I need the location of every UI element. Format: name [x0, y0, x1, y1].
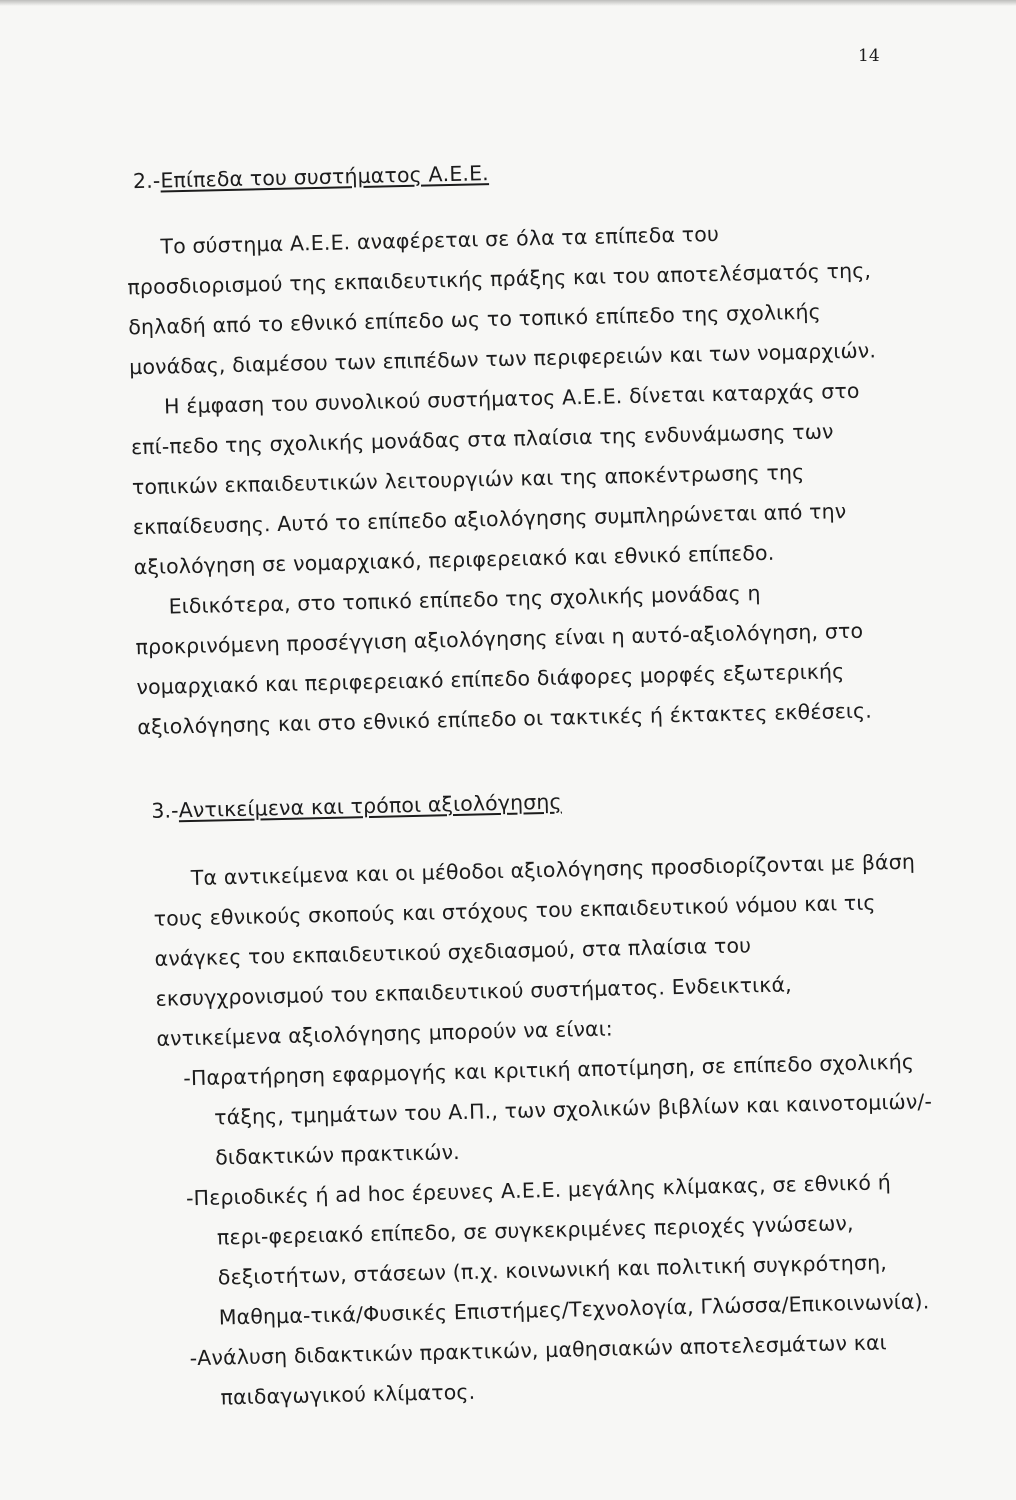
paragraph-line: δηλαδή από το εθνικό επίπεδο ως το τοπικό επίπεδο της σχολικής — [128, 299, 822, 340]
paragraph-line: τους εθνικούς σκοπούς και στόχους του εκπαιδευτικού νόμου και τις — [153, 890, 876, 931]
paragraph-line: ανάγκες του εκπαιδευτικού σχεδιασμού, στα πλαίσια του — [154, 933, 752, 971]
list-item-line: Μαθημα-τικά/Φυσικές Επιστήμες/Τεχνολογία, Γλώσσα/Επικοινωνία). — [218, 1289, 930, 1330]
paragraph-line: εκπαίδευσης. Αυτό το επίπεδο αξιολόγησης συμπληρώνεται από την — [132, 499, 847, 540]
list-item-line: παιδαγωγικού κλίματος. — [220, 1379, 476, 1410]
section-3-heading — [151, 789, 562, 824]
paragraph-line: τοπικών εκπαιδευτικών λειτουργιών και της αποκέντρωσης της — [131, 460, 805, 500]
list-item-line: -Περιοδικές ή ad hoc έρευνες Α.Ε.Ε. μεγάλης κλίμακας, σε εθνικό ή — [185, 1170, 892, 1211]
paragraph-line: επί-πεδο της σχολικής μονάδας στα πλαίσια της ενδυνάμωσης των — [130, 419, 834, 460]
list-item-line: δεξιοτήτων, στάσεων (π.χ. κοινωνική και πολιτική συγκρότηση, — [217, 1250, 888, 1290]
paragraph-line: Το σύστημα Α.Ε.Ε. αναφέρεται σε όλα τα επίπεδα του — [160, 221, 720, 259]
paragraph-line: εκσυγχρονισμού του εκπαιδευτικού συστήματος. Ενδεικτικά, — [155, 972, 793, 1011]
paragraph-line: νομαρχιακό και περιφερειακό επίπεδο διάφορες μορφές εξωτερικής — [136, 659, 845, 700]
paragraph-line: προκρινόμενη προσέγγιση αξιολόγησης είναι η αυτό-αξιολόγηση, στο — [135, 618, 864, 660]
list-item-line: τάξης, τμημάτων του Α.Π., των σχολικών βιβλίων και καινοτομιών/- — [213, 1089, 933, 1130]
section-3-number: 3.- — [151, 798, 179, 823]
list-item-line: -Παρατήρηση εφαρμογής και κριτική αποτίμηση, σε επίπεδο σχολικής — [183, 1049, 915, 1091]
paragraph-line: Ειδικότερα, στο τοπικό επίπεδο της σχολικής μονάδας η — [168, 581, 761, 619]
paragraph-line: Η έμφαση του συνολικού συστήματος Α.Ε.Ε. δίνεται καταρχάς στο — [163, 378, 860, 419]
section-2-title: Επίπεδα του συστήματος Α.Ε.Ε. — [160, 161, 490, 193]
list-item-line: διδακτικών πρακτικών. — [214, 1140, 461, 1170]
page-number: 14 — [858, 46, 880, 66]
list-item-line: -Ανάλυση διδακτικών πρακτικών, μαθησιακών αποτελεσμάτων και — [189, 1330, 887, 1371]
paragraph-line: αντικείμενα αξιολόγησης μπορούν να είναι: — [156, 1016, 614, 1051]
section-2-number: 2.- — [132, 168, 161, 194]
list-item-line: περι-φερειακό επίπεδο, σε συγκεκριμένες περιοχές γνώσεων, — [216, 1211, 854, 1250]
paragraph-line: αξιολόγηση σε νομαρχιακό, περιφερειακό και εθνικό επίπεδο. — [133, 540, 775, 580]
section-3-title: Αντικείμενα και τρόποι αξιολόγησης — [178, 789, 562, 823]
paragraph-line: μονάδας, διαμέσου των επιπέδων των περιφερειών και των νομαρχιών. — [128, 338, 877, 380]
section-2-heading — [133, 160, 489, 194]
paragraph-line: Τα αντικείμενα και οι μέθοδοι αξιολόγησης προσδιορίζονται με βάση — [190, 849, 916, 891]
paragraph-line: προσδιορισμού της εκπαιδευτικής πράξης και του αποτελέσματός της, — [127, 258, 872, 300]
paragraph-line: αξιολόγησης και στο εθνικό επίπεδο οι τακτικές ή έκτακτες εκθέσεις. — [137, 698, 873, 740]
